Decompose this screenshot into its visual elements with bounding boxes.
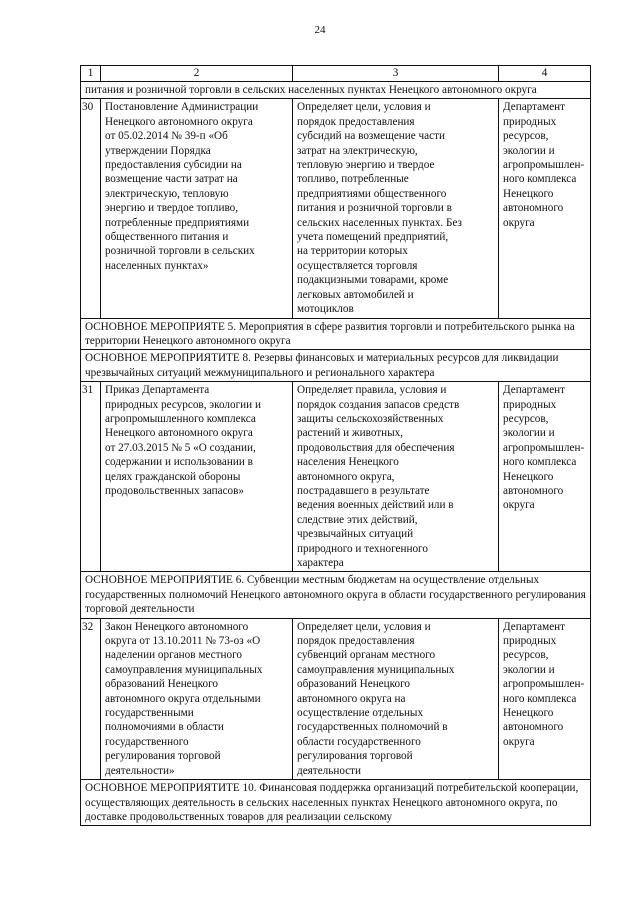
document-cell: Закон Ненецкого автономного округа от 13.10.2011 № 73-оз «О наделении органов местного самоуправления муниципальных образований Ненецкого автономного округа отдельными государственными полномочиями в области государственного регулирования торговой деятельности» (101, 618, 293, 779)
row-number: 32 (81, 618, 101, 779)
document-cell: Приказ Департамента природных ресурсов, экологии и агропромышленного комплекса Ненецкого автономного округа от 27.03.2015 № 5 «О создании, содержании и использовании в целях гражданской обороны продовольственных запасов» (101, 382, 293, 572)
purpose-cell: Определяет цели, условия и порядок предоставления субсидий на возмещение части затрат на электрическую, тепловую энергию и твердое топливо, потребленные предприятиями общественного питания и розничной торговли в сельских населенных пунктах. Без учета помещений предприятий, на территории которых осуществляется торговля подакцизными товарами, кроме легковых автомобилей и мотоциклов (293, 99, 499, 318)
department-cell: Департамент природных ресурсов, экологии и агропромышлен- ного комплекса Ненецкого автономного округа (499, 99, 591, 318)
header-col-4: 4 (499, 66, 591, 82)
purpose-cell: Определяет цели, условия и порядок предоставления субвенций органам местного самоуправления муниципальных образований Ненецкого автономного округа на осуществление отдельных государственных полномочий в области государственного регулирования торговой деятельности (293, 618, 499, 779)
purpose-cell: Определяет правила, условия и порядок создания запасов средств защиты сельскохозяйственных растений и животных, продовольствия для обеспечения населения Ненецкого автономного округа, пострадавшего в результате ведения военных действий или в следствие этих действий, чрезвычайных ситуаций природного и техногенного характера (293, 382, 499, 572)
row-number: 30 (81, 99, 101, 318)
header-col-2: 2 (101, 66, 293, 82)
table-row (81, 618, 591, 779)
section-heading: ОСНОВНОЕ МЕРОПРИЯТЕ 5. Мероприятия в сфере развития торговли и потребительского рынка на территории Ненецкого автономного округа (81, 318, 591, 350)
continued-heading-row (81, 82, 591, 99)
section-heading-row (81, 572, 591, 618)
header-col-1: 1 (81, 66, 101, 82)
section-heading-row (81, 350, 591, 382)
row-number: 31 (81, 382, 101, 572)
section-heading-row (81, 780, 591, 826)
table-row (81, 99, 591, 318)
section-heading-row (81, 318, 591, 350)
continued-heading: питания и розничной торговли в сельских населенных пунктах Ненецкого автономного округа (81, 82, 591, 99)
page-number: 24 (314, 24, 326, 36)
table-header-row (81, 66, 591, 82)
department-cell: Департамент природных ресурсов, экологии и агропромышлен- ного комплекса Ненецкого автономного округа (499, 618, 591, 779)
document-cell: Постановление Администрации Ненецкого автономного округа от 05.02.2014 № 39-п «Об утверждении Порядка предоставления субсидии на возмещение части затрат на электрическую, тепловую энергию и твердое топливо, потребленные предприятиями общественного питания и розничной торговли в сельских населенных пунктах» (101, 99, 293, 318)
table-row (81, 382, 591, 572)
header-col-3: 3 (293, 66, 499, 82)
document-table (80, 65, 591, 826)
section-heading: ОСНОВНОЕ МЕРОПРИЯТИЕ 6. Субвенции местным бюджетам на осуществление отдельных государственных полномочий Ненецкого автономного округа в области государственного регулирования торговой деятельности (81, 572, 591, 618)
department-cell: Департамент природных ресурсов, экологии и агропромышлен- ного комплекса Ненецкого автономного округа (499, 382, 591, 572)
section-heading: ОСНОВНОЕ МЕРОПРИЯТИТЕ 10. Финансовая поддержка организаций потребительской кооперации, осуществляющих деятельность в сельских населенных пунктах Ненецкого автономного округа, по доставке продовольственных товаров для реализации сельскому (81, 780, 591, 826)
section-heading: ОСНОВНОЕ МЕРОПРИЯТИТЕ 8. Резервы финансовых и материальных ресурсов для ликвидации чрезвычайных ситуаций межмуниципального и регионального характера (81, 350, 591, 382)
